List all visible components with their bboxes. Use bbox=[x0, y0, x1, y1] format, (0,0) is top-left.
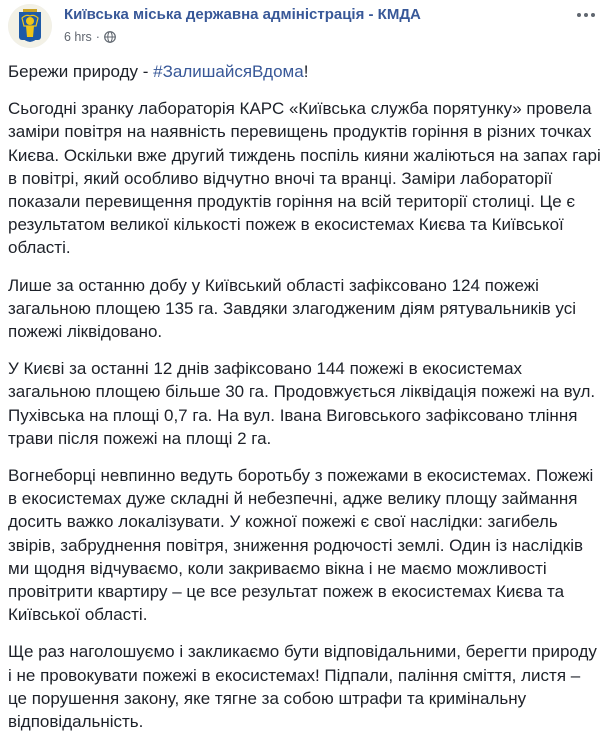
paragraph-2: Сьогодні зранку лабораторія КАРС «Київська служба порятунку» провела заміри повітря на наявність перевищень продуктів горіння в різних точках Києва. Оскільки вже другий тиждень поспіль кияни жаліються на запах гарі в повітрі, який особливо відчутно вночі та вранці. Заміри лабораторії показали перевищення продуктів горіння на всій території столиці. Це є результатом великої кількості пожеж в екосистемах Києва та Київської області. bbox=[8, 99, 601, 258]
more-options-icon[interactable] bbox=[576, 8, 596, 22]
post-body bbox=[8, 60, 602, 747]
paragraph-1-prefix: Бережи природу - bbox=[8, 62, 154, 81]
paragraph-5: Вогнеборці невпинно ведуть боротьбу з пожежами в екосистемах. Пожежі в екосистемах дуже складні й небезпечні, адже велику площу займання досить важко локалізувати. У кожної пожежі є свої наслідки: загибель звірів, забруднення повітря, зниження родючості землі. Один із наслідків ми щодня відчуваємо, коли закриваємо вікна і не маємо можливості провітрити квартиру – це все результат пожеж в екосистемах Києва та Київської області. bbox=[8, 466, 594, 625]
coat-of-arms-logo bbox=[8, 4, 52, 48]
paragraph-6: Ще раз наголошуємо і закликаємо бути відповідальними, берегти природу і не провокувати пожежі в екосистемах! Підпали, паління сміття, листя – це порушення закону, яке тягне за собою штрафи та кримінальну відповідальність. bbox=[8, 642, 597, 732]
timestamp-link[interactable]: 6 hrs bbox=[64, 30, 92, 44]
paragraph-3: Лише за останню добу у Київський області зафіксовано 124 пожежі загальною площею 135 га. Завдяки злагодженим діям рятувальників усі пожежі ліквідовано. bbox=[8, 275, 576, 342]
globe-icon[interactable] bbox=[104, 31, 116, 43]
paragraph-4: У Києві за останні 12 днів зафіксовано 144 пожежі в екосистемах загальною площею більше 30 га. Продовжується ліквідація пожежі на вул. Пухівська на площі 0,7 га. На вул. Івана Виговського зафіксовано тління трави після пожежі на площі 2 га. bbox=[8, 359, 596, 448]
paragraph-1 bbox=[8, 60, 602, 83]
post-header bbox=[8, 0, 602, 60]
meta-separator: · bbox=[95, 30, 100, 44]
avatar[interactable] bbox=[8, 4, 52, 48]
hashtag-link[interactable]: #ЗалишайсяВдома bbox=[153, 62, 304, 81]
post-meta bbox=[64, 30, 116, 44]
page-name-link[interactable]: Київська міська державна адміністрація - КМДА bbox=[64, 6, 421, 23]
paragraph-1-suffix: ! bbox=[303, 62, 309, 81]
